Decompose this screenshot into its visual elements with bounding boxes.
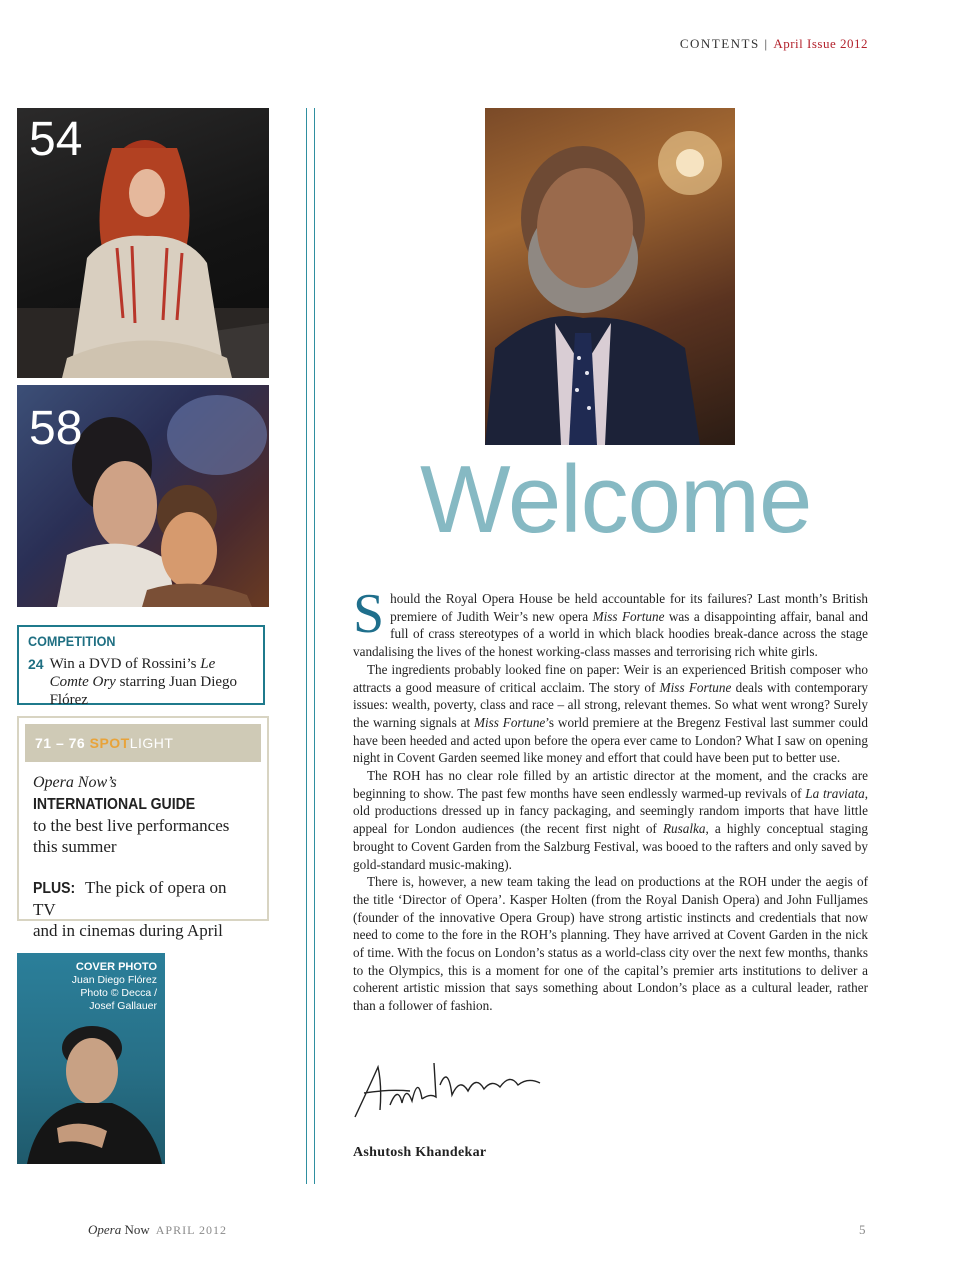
spotlight-spot: SPOT: [89, 735, 130, 751]
cover-line3: Josef Gallauer: [89, 1000, 157, 1012]
cover-photo[interactable]: [17, 953, 165, 1164]
photo-two-men[interactable]: [17, 385, 269, 607]
header-separator: |: [764, 36, 769, 51]
editor-photo: [485, 108, 735, 445]
running-header: [680, 36, 868, 52]
issue-label: April Issue 2012: [773, 36, 868, 51]
section-label: CONTENTS: [679, 36, 760, 51]
spotlight-light: LIGHT: [129, 735, 174, 751]
spotlight-line2: this summer: [33, 837, 117, 856]
divider-line: [306, 108, 307, 1184]
spotlight-line1: to the best live performances: [33, 816, 230, 835]
editorial-text: [353, 583, 869, 1015]
cover-title: COVER PHOTO: [75, 961, 157, 973]
editor-portrait[interactable]: [485, 108, 735, 445]
spotlight-body: [19, 762, 267, 941]
page-number-54: 54: [29, 113, 83, 166]
divider-line: [314, 108, 315, 1184]
competition-heading: COMPETITION: [28, 633, 116, 649]
spotlight-box[interactable]: [17, 716, 269, 940]
welcome-title: Welcome: [420, 446, 812, 553]
spotlight-guide: INTERNATIONAL GUIDE: [33, 796, 196, 813]
footer-brand: Opera Now APRIL 2012: [88, 1222, 227, 1237]
editorial-paragraph: Should the Royal Opera House be held accountable for its failures? Last month’s British premiere of Judith Weir’s new opera Miss Fortune was a disappointing affair, banal and full of crass stereotypes of a world in which black hoodies break-dance across the stage vandalising the lives of the honest working-class masses and terrorising rich white girls.: [353, 583, 868, 660]
editorial-paragraph: The ingredients probably looked fine on paper: Weir is an experienced British composer who attracts a good measure of critical acclaim. The story of Miss Fortune deals with contemporary issues: wealth, poverty, class and race – all strong, relevant themes. So what went wrong? Surely the warning signals at Miss Fortune’s world premiere at the Bregenz Festival last summer could have been heeded and acted upon before the opera ever came to London? What I saw on opening night in Covent Garden seemed like money and effort that could have been put to better use.: [353, 661, 869, 766]
drop-cap: S: [353, 583, 385, 645]
spotlight-magazine: Opera Now’s: [33, 774, 117, 791]
spotlight-bar: [25, 724, 261, 762]
signature-icon: [350, 1055, 560, 1125]
cover-caption: [72, 961, 157, 1013]
author-name: Ashutosh Khandekar: [353, 1145, 487, 1160]
editorial-paragraph: The ROH has no clear role filled by an artistic director at the moment, and the cracks are beginning to show. The past few months have seen endlessly warmed-up revivals of La traviata, old productions dressed up in fancy packaging, and seemingly random imports that have little appeal for London audiences (the recent first night of Rusalka, a highly conceptual staging brought to Covent Garden from the Salzburg Festival, was booed to the rafters and only saved by gold-standard music-making).: [353, 768, 868, 872]
cover-line1: Juan Diego Flórez: [71, 974, 157, 986]
plus-text2: and in cinemas during April: [33, 921, 223, 940]
competition-page: 24: [28, 656, 44, 672]
plus-text1: The pick of opera on TV: [33, 878, 227, 919]
plus-label: PLUS:: [33, 880, 76, 897]
cover-line2: Photo © Decca /: [80, 987, 157, 999]
page-number-58: 58: [29, 402, 83, 455]
spotlight-range: 71 – 76: [35, 735, 86, 751]
competition-text: Win a DVD of Rossini’s Le Comte Ory starring Juan Diego Flórez: [49, 656, 238, 708]
editorial-paragraph: There is, however, a new team taking the lead on productions at the ROH under the aegis of the title ‘Director of Opera’. Kasper Holten (from the Royal Danish Opera) and John Fulljames (founder of the innovative Opera Group) have strong artistic instincts and credentials that now need to come to the fore in the ROH’s planning. They have arrived at Covent Garden in the nick of time. With the focus on London’s status as a world-class city over the next few months, thanks to the Olympics, this is a moment for one of the capital’s premier arts institutions to deliver a coherent artistic mission that says something about London’s place as a cultural leader, rather than a follower of fashion.: [353, 874, 868, 1014]
photo-soprano[interactable]: [17, 108, 269, 378]
competition-box[interactable]: [17, 625, 265, 708]
page-number: 5: [859, 1222, 866, 1237]
footer-date: APRIL 2012: [155, 1223, 227, 1237]
